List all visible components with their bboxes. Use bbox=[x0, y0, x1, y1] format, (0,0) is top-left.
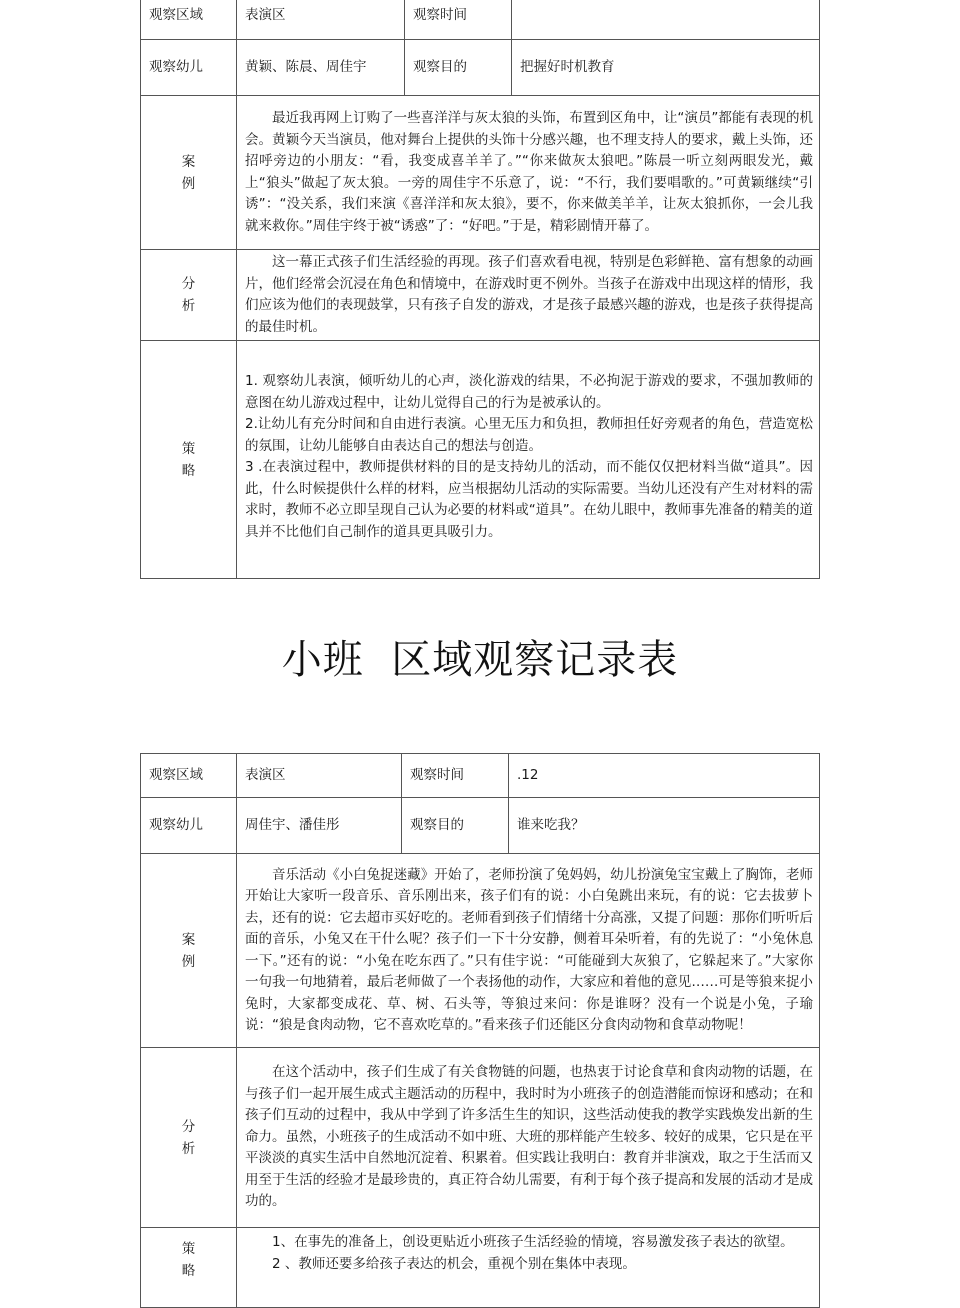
strategy-text bbox=[237, 1228, 820, 1308]
strategy-p2: 2.让幼儿有充分时间和自由进行表演。心里无压力和负担，教师担任好旁观者的角色，营造宽松的氛围，让幼儿能够自由表达自己的想法与创造。 bbox=[245, 416, 813, 454]
children-value: 黄颖、陈晨、周佳宇 bbox=[237, 40, 405, 96]
strategy-p2: 2 、教师还要多给孩子表达的机会，重视个别在集体中表现。 bbox=[272, 1255, 636, 1272]
goal-label: 观察目的 bbox=[405, 40, 512, 96]
children-value: 周佳宇、潘佳彤 bbox=[237, 798, 402, 854]
time-label: 观察时间 bbox=[402, 754, 509, 798]
children-label: 观察幼儿 bbox=[141, 40, 237, 96]
strategy-label: 策 略 bbox=[141, 341, 237, 579]
area-label: 观察区域 bbox=[141, 754, 237, 798]
table2-row-case bbox=[141, 854, 820, 1048]
children-label: 观察幼儿 bbox=[141, 798, 237, 854]
area-label: 观察区域 bbox=[141, 0, 237, 40]
analysis-label: 分 析 bbox=[141, 1048, 237, 1228]
area-value: 表演区 bbox=[237, 0, 405, 40]
strategy-text bbox=[237, 341, 820, 579]
analysis-text: 在这个活动中，孩子们生成了有关食物链的问题，也热衷于讨论食草和食肉动物的话题，在与孩子们一起开展生成式主题活动的历程中，我时时为小班孩子的创造潜能而惊讶和感动；在和孩子们互动的过程中，我从中学到了许多活生生的知识，这些活动使我的教学实践焕发出新的生命力。虽然，小班孩子的生成活动不如中班、大班的那样能产生较多、较好的成果，它只是在平平淡淡的真实生活中自然地沉淀着、积累着。但实践让我明白：教育并非演戏，取之于生活而又用至于生活的经验才是最珍贵的，真正符合幼儿需要，有利于每个孩子提高和发展的活动才是成功的。 bbox=[237, 1048, 820, 1228]
analysis-text: 这一幕正式孩子们生活经验的再现。孩子们喜欢看电视，特别是色彩鲜艳、富有想象的动画片，他们经常会沉浸在角色和情境中，在游戏时更不例外。当孩子在游戏中出现这样的情形，我们应该为他们的表现鼓掌，只有孩子自发的游戏，才是孩子最感兴趣的游戏，也是孩子获得提高的最佳时机。 bbox=[237, 250, 820, 341]
case-label: 案 例 bbox=[141, 96, 237, 250]
table1-row-analysis bbox=[141, 250, 820, 341]
case-text: 音乐活动《小白兔捉迷藏》开始了，老师扮演了兔妈妈，幼儿扮演兔宝宝戴上了胸饰，老师开始让大家听一段音乐、音乐刚出来，孩子们有的说：小白兔跳出来玩，有的说：它去拔萝卜去，还有的说：它去超市买好吃的。老师看到孩子们情绪十分高涨，又提了问题：那你们听听后面的音乐，小兔又在干什么呢？孩子们一下十分安静，侧着耳朵听着，有的先说了：“小兔休息一下。”还有的说：“小兔在吃东西了。”只有佳宇说：“可能碰到大灰狼了，它躲起来了。”大家你一句我一句地猜着，最后老师做了一个表扬他的动作，大家应和着他的意见……可是等狼来捉小兔时，大家都变成花、草、树、石头等，等狼过来问：你是谁呀？没有一个说是小兔，子瑜说：“狼是食肉动物，它不喜欢吃草的。”看来孩子们还能区分食肉动物和食草动物呢！ bbox=[237, 854, 820, 1048]
time-value bbox=[512, 0, 820, 40]
table2-row-analysis bbox=[141, 1048, 820, 1228]
record-table-1 bbox=[140, 0, 820, 579]
table1-row-area bbox=[141, 0, 820, 40]
table2-row-area bbox=[141, 754, 820, 798]
analysis-label: 分 析 bbox=[141, 250, 237, 341]
table1-row-children bbox=[141, 40, 820, 96]
page-title: 小班 区域观察记录表 bbox=[281, 637, 679, 683]
strategy-p1: 1. 观察幼儿表演，倾听幼儿的心声，淡化游戏的结果，不必拘泥于游戏的要求，不强加教师的意图在幼儿游戏过程中，让幼儿觉得自己的行为是被承认的。 bbox=[245, 373, 813, 411]
table2-row-strategy bbox=[141, 1228, 820, 1308]
time-value: .12 bbox=[509, 754, 820, 798]
table1-row-case bbox=[141, 96, 820, 250]
case-text: 最近我再网上订购了一些喜洋洋与灰太狼的头饰，布置到区角中，让“演员”都能有表现的机会。黄颖今天当演员，他对舞台上提供的头饰十分感兴趣，也不理支持人的要求，戴上头饰，还招呼旁边的小朋友：“看，我变成喜羊羊了。”“你来做灰太狼吧。”陈晨一听立刻两眼发光，戴上“狼头”做起了灰太狼。一旁的周佳宇不乐意了，说：“不行，我们要唱歌的。”可黄颖继续“引诱”：“没关系，我们来演《喜洋洋和灰太狼》，要不，你来做美羊羊，让灰太狼抓你，一会儿我就来救你。”周佳宇终于被“诱惑”了：“好吧。”于是，精彩剧情开幕了。 bbox=[237, 96, 820, 250]
record-table-2 bbox=[140, 753, 820, 1308]
strategy-p1: 1、在事先的准备上，创设更贴近小班孩子生活经验的情境，容易激发孩子表达的欲望。 bbox=[272, 1234, 794, 1250]
table1-row-strategy bbox=[141, 341, 820, 579]
strategy-label: 策 略 bbox=[141, 1228, 237, 1308]
area-value: 表演区 bbox=[237, 754, 402, 798]
goal-value: 谁来吃我？ bbox=[509, 798, 820, 854]
goal-label: 观察目的 bbox=[402, 798, 509, 854]
table2-row-children bbox=[141, 798, 820, 854]
strategy-p3: 3 .在表演过程中，教师提供材料的目的是支持幼儿的活动，而不能仅仅把材料当做“道具”。因此，什么时候提供什么样的材料，应当根据幼儿活动的实际需要。当幼儿还没有产生对材料的需求时，教师不必立即呈现自己认为必要的材料或“道具”。在幼儿眼中，教师事先准备的精美的道具并不比他们自己制作的道具更具吸引力。 bbox=[245, 459, 813, 540]
time-label: 观察时间 bbox=[405, 0, 512, 40]
goal-value: 把握好时机教育 bbox=[512, 40, 820, 96]
case-label: 案 例 bbox=[141, 854, 237, 1048]
